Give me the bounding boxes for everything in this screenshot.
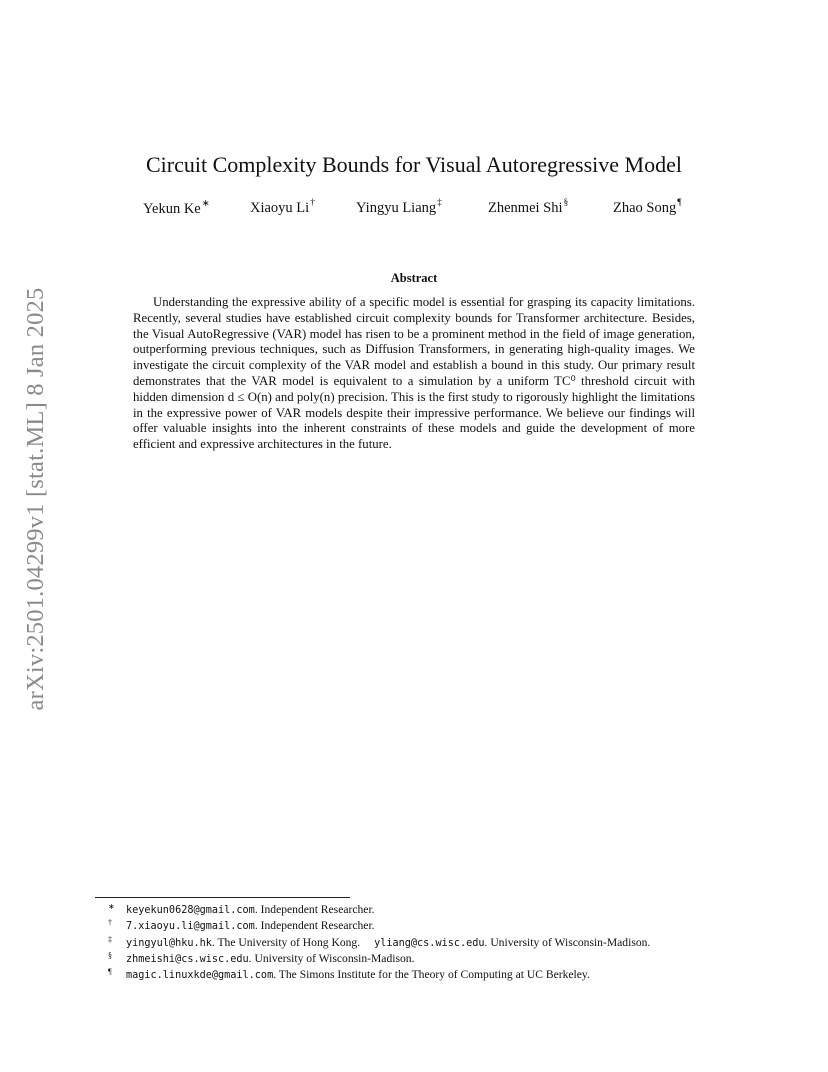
- footnote-text: . University of Wisconsin-Madison.: [248, 951, 415, 965]
- footnote-email-link[interactable]: magic.linuxkde@gmail.com: [126, 970, 274, 982]
- footnote-mark: †: [108, 918, 112, 928]
- footnote: [108, 967, 752, 983]
- author-footnote-mark: §: [563, 198, 569, 208]
- footnote: [108, 934, 752, 951]
- footnote-mark: ∗: [108, 902, 115, 911]
- footnote-mark: §: [108, 950, 112, 960]
- footnote-text: . The Simons Institute for the Theory of Computing at UC Berkeley.: [273, 968, 590, 982]
- footnote-email-link[interactable]: yingyul@hku.hk: [126, 937, 212, 949]
- footnote-list: [108, 902, 752, 983]
- footnote-email-link[interactable]: zhmeishi@cs.wisc.edu: [126, 953, 249, 965]
- author-footnote-mark: †: [310, 198, 315, 208]
- footnote: [108, 950, 752, 967]
- footnote-mark: ‡: [108, 934, 112, 944]
- author-name: Zhao Song¶: [613, 198, 682, 216]
- author-footnote-mark: ¶: [677, 198, 682, 208]
- paper-title: Circuit Complexity Bounds for Visual Autoregressive Model: [145, 152, 682, 177]
- author-footnote-mark: ‡: [437, 198, 442, 208]
- author-name: Zhenmei Shi§: [488, 198, 569, 216]
- author-name: Yingyu Liang‡: [356, 198, 442, 216]
- arxiv-identifier-stamp: [16, 262, 56, 737]
- footnote-divider: [95, 897, 350, 898]
- arxiv-identifier-text: arXiv:2501.04299v1 [stat.ML] 8 Jan 2025: [22, 287, 49, 711]
- author-list: [0, 199, 828, 221]
- abstract-heading: Abstract: [390, 271, 438, 285]
- author-name: Yekun Ke∗: [143, 199, 210, 217]
- footnote: [108, 918, 752, 934]
- abstract-text: Understanding the expressive ability of a specific model is essential for grasping its capacity limitations. Recently, several studies have established circuit complexity bounds for Transformer architecture. Besides, the Visual AutoRegressive (VAR) model has risen to be a prominent method in the field of image generation, outperforming previous techniques, such as Diffusion Transformers, in generating high-quality images. We investigate the circuit complexity of the VAR model and establish a bound in this study. Our primary result demonstrates that the VAR model is equivalent to a simulation by a uniform TC⁰ threshold circuit with hidden dimension d ≤ O(n) and poly(n) precision. This is the first study to rigorously highlight the limitations in the expressive power of VAR models despite their impressive performance. We believe our findings will offer valuable insights into the inherent constraints of these models and guide the development of more efficient and expressive architectures in the future.: [133, 295, 695, 452]
- footnote-text: . University of Wisconsin-Madison.: [484, 935, 651, 949]
- footnote-mark: ¶: [108, 967, 112, 977]
- footnote: [108, 902, 752, 918]
- author-name: Xiaoyu Li†: [250, 198, 315, 216]
- footnote-text: . Independent Researcher.: [254, 903, 375, 916]
- author-footnote-mark: ∗: [201, 199, 210, 209]
- footnote-text: . Independent Researcher.: [254, 919, 375, 933]
- footnote-email-link[interactable]: yliang@cs.wisc.edu: [374, 937, 485, 949]
- footnote-text: . The University of Hong Kong.: [211, 935, 361, 949]
- footnote-email-link[interactable]: 7.xiaoyu.li@gmail.com: [126, 921, 255, 933]
- footnote-email-link[interactable]: keyekun0628@gmail.com: [126, 905, 255, 916]
